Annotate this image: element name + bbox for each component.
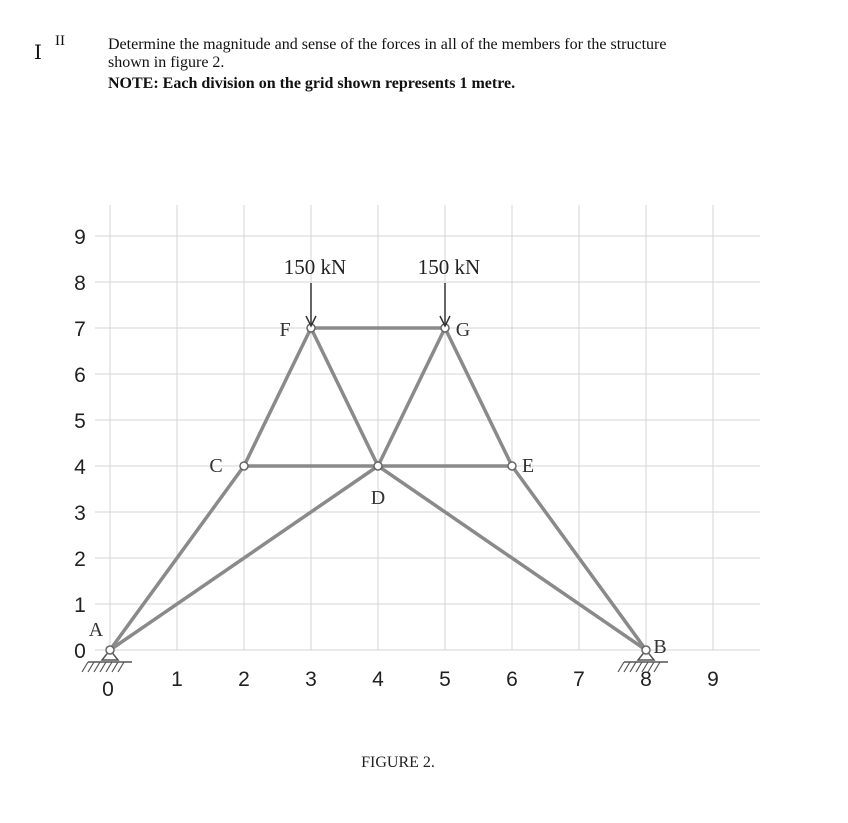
node-D [374, 462, 382, 470]
y-tick-label: 2 [74, 548, 86, 571]
node-label-C: C [209, 455, 223, 477]
node-A [106, 646, 114, 654]
question-note: NOTE: Each division on the grid shown represents 1 metre. [108, 75, 516, 92]
load-label-F: 150 kN [283, 255, 347, 279]
ground-hatch [618, 662, 624, 672]
y-tick-label: 7 [74, 318, 86, 341]
load-label-G: 150 kN [417, 255, 481, 279]
node-C [240, 462, 248, 470]
node-label-E: E [521, 455, 535, 477]
node-E [508, 462, 516, 470]
x-tick-label: 0 [102, 678, 114, 701]
x-tick-label: 9 [707, 668, 719, 691]
figure-caption: FIGURE 2. [361, 754, 435, 771]
ground-hatch [88, 662, 94, 672]
ground-hatch [106, 662, 112, 672]
node-label-F: F [279, 319, 291, 341]
x-tick-label: 6 [506, 668, 518, 691]
y-tick-label: 6 [74, 364, 86, 387]
y-tick-label: 8 [74, 272, 86, 295]
ground-hatch [630, 662, 636, 672]
y-tick-label: 9 [74, 226, 86, 249]
x-tick-label: 3 [305, 668, 317, 691]
loads [284, 255, 480, 326]
member-DG [378, 328, 445, 466]
y-tick-label: 3 [74, 502, 86, 525]
ground-hatch [100, 662, 106, 672]
member-CF [244, 328, 311, 466]
member-FD [311, 328, 378, 466]
ground-hatch [82, 662, 88, 672]
node-label-B: B [653, 636, 667, 658]
question-line-1: Determine the magnitude and sense of the forces in all of the members for the structure [108, 36, 667, 53]
text-cursor-icon: I [34, 40, 42, 64]
question-number: II [55, 33, 65, 49]
question-line-2: shown in figure 2. [108, 54, 225, 71]
x-tick-label: 4 [372, 668, 384, 691]
x-tick-label: 1 [171, 668, 183, 691]
axis-labels [74, 226, 719, 701]
ground-hatch [624, 662, 630, 672]
x-tick-label: 8 [640, 668, 652, 691]
y-tick-label: 4 [74, 456, 86, 479]
ground-hatch [94, 662, 100, 672]
ground-hatch [112, 662, 118, 672]
node-label-D: D [370, 487, 386, 509]
ground-hatch [118, 662, 124, 672]
x-tick-label: 5 [439, 668, 451, 691]
y-tick-label: 1 [74, 594, 86, 617]
ground-hatch [654, 662, 660, 672]
node-label-G: G [455, 319, 471, 341]
node-B [642, 646, 650, 654]
x-tick-label: 2 [238, 668, 250, 691]
x-tick-label: 7 [573, 668, 585, 691]
y-tick-label: 0 [74, 640, 86, 663]
member-GE [445, 328, 512, 466]
node-label-A: A [88, 619, 104, 641]
y-tick-label: 5 [74, 410, 86, 433]
